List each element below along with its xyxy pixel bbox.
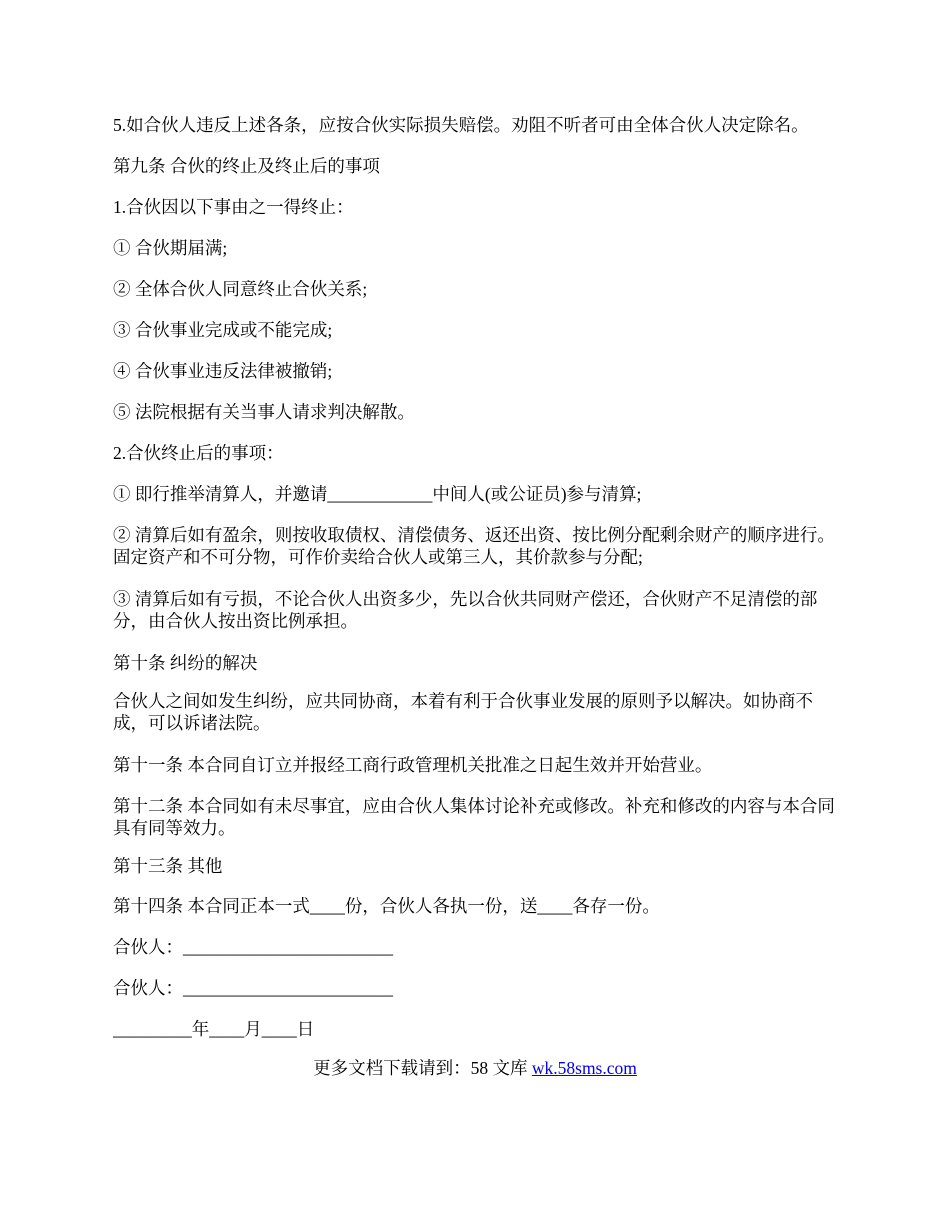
footer-link[interactable]: wk.58sms.com xyxy=(531,1058,637,1078)
article-14: 第十四条 本合同正本一式____份，合伙人各执一份，送____各存一份。 xyxy=(113,896,660,916)
article-9-heading: 第九条 合伙的终止及终止后的事项 xyxy=(113,156,380,176)
article-11: 第十一条 本合同自订立并报经工商行政管理机关批准之日起生效并开始营业。 xyxy=(113,755,713,775)
post-termination-item-3: ③ 清算后如有亏损，不论合伙人出资多少，先以合伙共同财产偿还，合伙财产不足清偿的部分，由合伙人按出资比例承担。 xyxy=(113,589,818,631)
termination-cause-4: ④ 合伙事业违反法律被撤销; xyxy=(113,361,333,381)
termination-causes-intro: 1.合伙因以下事由之一得终止： xyxy=(113,197,354,217)
termination-cause-1: ① 合伙期届满; xyxy=(113,238,228,258)
article-10-heading: 第十条 纠纷的解决 xyxy=(113,653,258,673)
post-termination-item-1: ① 即行推举清算人，并邀请____________中间人(或公证员)参与清算; xyxy=(113,484,642,504)
article-12: 第十二条 本合同如有未尽事宜，应由合伙人集体讨论补充或修改。补充和修改的内容与本合同具有同等效力。 xyxy=(113,796,835,838)
partner-signature-line-1: 合伙人：________________________ xyxy=(113,937,393,957)
footer-prefix: 更多文档下载请到：58 文库 xyxy=(313,1058,532,1078)
termination-cause-5: ⑤ 法院根据有关当事人请求判决解散。 xyxy=(113,402,415,422)
dispute-resolution-text: 合伙人之间如发生纠纷，应共同协商，本着有利于合伙事业发展的原则予以解决。如协商不成，可以诉诸法院。 xyxy=(113,691,813,733)
post-termination-intro: 2.合伙终止后的事项： xyxy=(113,443,284,463)
termination-cause-2: ② 全体合伙人同意终止合伙关系; xyxy=(113,279,368,299)
article-13: 第十三条 其他 xyxy=(113,856,223,876)
partner-signature-line-2: 合伙人：________________________ xyxy=(113,978,393,998)
date-line: _________年____月____日 xyxy=(113,1019,315,1039)
clause-5-breach: 5.如合伙人违反上述各条，应按合伙实际损失赔偿。劝阻不听者可由全体合伙人决定除名。 xyxy=(113,115,809,135)
post-termination-item-2: ② 清算后如有盈余，则按收取债权、清偿债务、返还出资、按比例分配剩余财产的顺序进行。固定资产和不可分物，可作价卖给合伙人或第三人，其价款参与分配; xyxy=(113,525,835,567)
termination-cause-3: ③ 合伙事业完成或不能完成; xyxy=(113,320,333,340)
download-footer xyxy=(0,1057,950,1079)
